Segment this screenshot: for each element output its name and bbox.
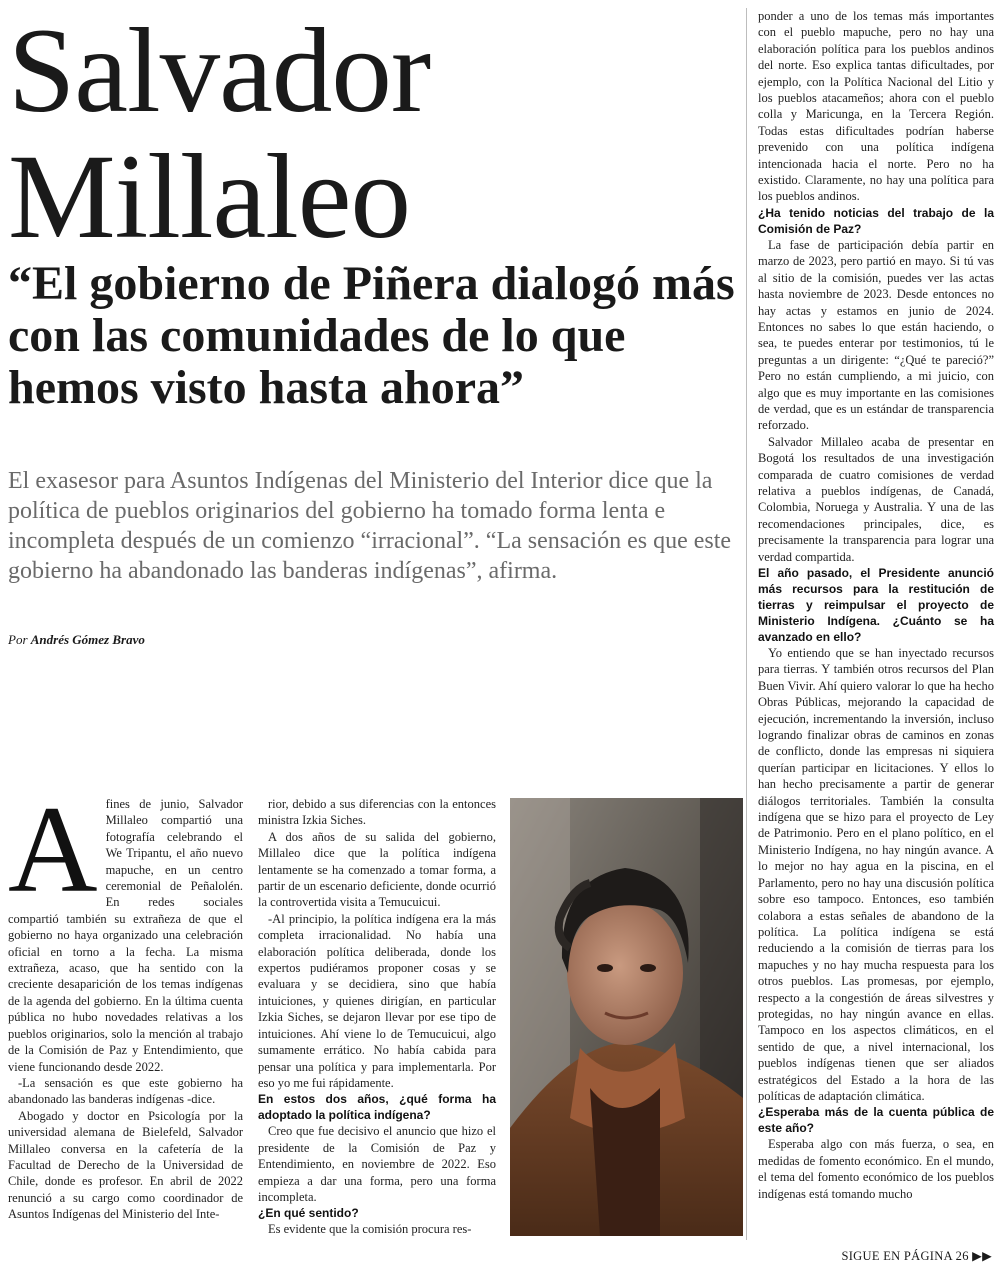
body-column-3 bbox=[758, 8, 994, 1202]
body-paragraph: Salvador Millaleo acaba de presentar en Bogotá los resultados de una investigación comparada de cuatro comisiones de verdad relativa a pueblos indígenas, de Canadá, Colombia, Noruega y Australia. Y una de las recomendaciones principales, dice, es precisamente la transparencia para lograr una verdad compartida. bbox=[758, 434, 994, 564]
body-paragraph: Yo entiendo que se han inyectado recursos para tierras. Y también otros recursos del Plan Buen Vivir. Ahí quiero valorar lo que ha hecho Obras Públicas, mejorando la capacidad de ejecución, incrementando la inversión, incluso logrando finalizar obras de caminos en zonas de conflicto, donde las empresas ni siquiera querían participar en licitaciones. Y ellos lo han hecho precisamente a partir de generar diálogos territoriales. También la consulta indígena que se hizo para el proyecto de Ley de Patrimonio. Pero en el plano político, en el Ministerio Indígena, no hay ningún avance. A lo mejor no hay agua en la piscina, en el Parlamento, pero no hay una discusión política sobre eso tampoco. Entonces, eso también colabora a estas señales de abandono de la política. La política indígena se está reduciendo a la comisión de tierras para los mapuches y no hay mucha respuesta para los otros pueblos. Las promesas, por ejemplo, respecto a la congestión de áreas silvestres y protegidas, no hay ningún avance en ellas. Tampoco en los aspectos climáticos, en el sentido de que, a nivel internacional, los pueblos indígenas tienen que ser aliados estratégicos del Estado a la hora de las políticas de adaptación climática. bbox=[758, 646, 994, 1103]
byline-prefix: Por bbox=[8, 632, 28, 647]
body-column-1 bbox=[8, 781, 243, 1223]
column-divider bbox=[746, 8, 747, 1240]
body-paragraph: fines de junio, Salvador Millaleo compartió una fotografía celebrando el We Tripantu, el año nuevo mapuche, en un centro ceremonial de Peñalolén. En redes sociales compartió también su extrañeza de que el gobierno no haya organizado una celebración oficial en torno a la fecha. La misma extrañeza, acaso, que ha sentido con la creciente desaparición de los temas indígenas de la agenda del gobierno. En la última cuenta pública no hubo novedades relativas a los pueblos originarios, solo la mención al trabajo de la Comisión de Paz y Entendimiento, que viene funcionando desde 2022. bbox=[8, 797, 243, 1074]
drop-cap: A bbox=[8, 781, 98, 918]
headline: “El gobierno de Piñera dialogó más con las comunidades de lo que hemos visto hasta ahora” bbox=[8, 257, 735, 414]
body-paragraph: Abogado y doctor en Psicología por la universidad alemana de Bielefeld, Salvador Millaleo conversa en la cafetería de la Facultad de Derecho de la Universidad de Chile, donde es profesor. En abril de 2022 renunció a su cargo como coordinador de Asuntos Indígenas del Ministerio del Inte- bbox=[8, 1108, 243, 1222]
body-paragraph: Es evidente que la comisión procura res- bbox=[268, 1222, 472, 1237]
body-paragraph: -Al principio, la política indígena era la más completa irracionalidad. No había una elaboración política deliberada, donde los expertos pudiéramos proponer cosas y se evaluara y se decidiera, sino que había intuiciones, y quienes dirigían, en particular Izkia Siches, se dejaron llevar por ese tipo de intuiciones. Ahí viene lo de Temucuicui, algo sumamente errático. No había cabida para pensar una política y para implementarla. Por eso yo me fui rápidamente. bbox=[258, 911, 496, 1090]
body-paragraph: Creo que fue decisivo el anuncio que hizo el presidente de la Comisión de Paz y Entendimiento, en noviembre de 2022. Eso empieza a dar una forma, pero una forma incompleta. bbox=[258, 1124, 496, 1204]
interview-question: ¿En qué sentido? bbox=[258, 1206, 359, 1221]
body-paragraph: Esperaba algo con más fuerza, o sea, en medidas de fomento económico. En el mundo, el tema del fomento económico de los pueblos indígenas está tomando mucho bbox=[758, 1137, 994, 1201]
body-column-2 bbox=[258, 796, 496, 1238]
body-paragraph: -La sensación es que este gobierno ha abandonado las banderas indígenas -dice. bbox=[8, 1075, 243, 1107]
body-paragraph: ponder a uno de los temas más importantes con el pueblo mapuche, pero no hay una elaboración política para los pueblos andinos del norte. Eso explica tantas dificultades, por ejemplo, con la Política Nacional del Litio y los pueblos atacameños; ahora con el pueblo colla y Maricunga, en la Tercera Región. Todas estas dificultades podrían haberse prevenido con una política indígena intencionada hacia el norte. Pero no ha existido. Claramente, no hay una política para los pueblos andinos. bbox=[758, 9, 994, 204]
interview-question: El año pasado, el Presidente anunció más recursos para la restitución de tierras y reimpulsar el proyecto de Ministerio Indígena. ¿Cuánto se ha avanzado en ello? bbox=[758, 566, 994, 644]
byline bbox=[8, 632, 145, 648]
subject-name: Salvador Millaleo bbox=[8, 4, 431, 264]
continue-on-page-label: SIGUE EN PÁGINA 26 ▶▶ bbox=[841, 1249, 992, 1263]
interview-question: ¿Ha tenido noticias del trabajo de la Comisión de Paz? bbox=[758, 205, 994, 236]
interview-question: ¿Esperaba más de la cuenta pública de este año? bbox=[758, 1105, 994, 1136]
lead-paragraph: El exasesor para Asuntos Indígenas del Ministerio del Interior dice que la política de pueblos originarios del gobierno ha tomado forma lenta e incompleta después de un comienzo “irracional”. “La sensación es que este gobierno ha abandonado las banderas indígenas”, afirma. bbox=[8, 468, 732, 584]
body-paragraph: La fase de participación debía partir en marzo de 2023, pero partió en mayo. Si tú vas al sitio de la comisión, puedes ver las actas hasta noviembre de 2023. Desde entonces no hay actas y estamos en junio de 2024. Entonces no sabes lo que están haciendo, o sea, te puedes enterar por testimonios, tú le preguntas a un dirigente: “¿Qué te pareció?” Pero no están cumpliendo, a mi juicio, con algo que es muy importante en las comisiones de verdad, que es un estándar de transparencia reforzado. bbox=[758, 237, 994, 433]
body-paragraph: rior, debido a sus diferencias con la entonces ministra Izkia Siches. bbox=[258, 797, 496, 828]
portrait-photo bbox=[510, 798, 743, 1236]
byline-author: Andrés Gómez Bravo bbox=[30, 632, 145, 647]
interview-question: En estos dos años, ¿qué forma ha adoptado la política indígena? bbox=[258, 1092, 496, 1123]
body-paragraph: A dos años de su salida del gobierno, Millaleo dice que la política indígena lentamente se ha comenzado a tomar forma, a partir de un escenario deficiente, donde ocurrió la controvertida visita a Temucuicui. bbox=[258, 829, 496, 910]
